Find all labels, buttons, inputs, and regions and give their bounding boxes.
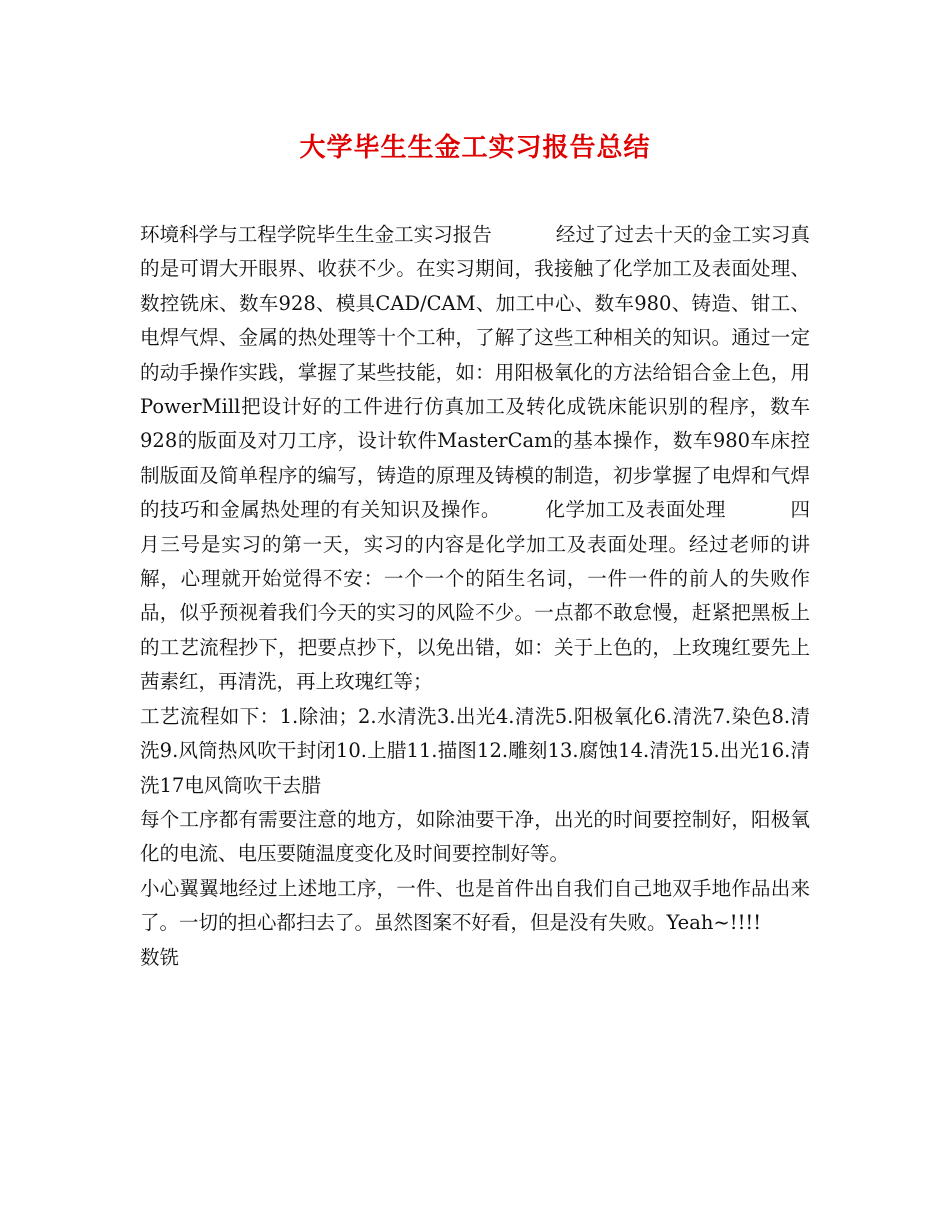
paragraph-process: 工艺流程如下：1.除油；2.水清洗3.出光4.清洗5.阳极氧化6.清洗7.染色8.清洗9.风筒热风吹干封闭10.上腊11.描图12.雕刻13.腐蚀14.清洗15.出光16.清洗17电风筒吹干去腊	[140, 704, 810, 797]
section-text-chemical: 四月三号是实习的第一天，实习的内容是化学加工及表面处理。经过老师的讲解，心理就开始觉得不安：一个一个的陌生名词，一件一件的前人的失败作品，似乎预视着我们今天的实习的风险不少。一点都不敢怠慢，赶紧把黑板上的工艺流程抄下，把要点抄下，以免出错，如：关于上色的，上玫瑰红要先上茜素红，再清洗，再上玫瑰红等；	[140, 498, 810, 694]
paragraph-notes: 每个工序都有需要注意的地方，如除油要干净，出光的时间要控制好，阳极氧化的电流、电压要随温度变化及时间要控制好等。	[140, 807, 810, 866]
intro-heading: 环境科学与工程学院毕生生金工实习报告	[140, 223, 492, 246]
paragraph-intro	[140, 218, 810, 700]
paragraph-result: 小心翼翼地经过上述地工序，一件、也是首件出自我们自己地双手地作品出来了。一切的担心都扫去了。虽然图案不好看，但是没有失败。Yeah~!!!!	[140, 876, 810, 935]
intro-text: 经过了过去十天的金工实习真的是可谓大开眼界、收获不少。在实习期间，我接触了化学加工及表面处理、数控铣床、数车928、模具CAD/CAM、加工中心、数车980、铸造、钳工、电焊气焊、金属的热处理等十个工种，了解了这些工种相关的知识。通过一定的动手操作实践，掌握了某些技能，如：用阳极氧化的方法给铝合金上色，用PowerMill把设计好的工件进行仿真加工及转化成铣床能识别的程序，数车928的版面及对刀工序，设计软件MasterCam的基本操作，数车980车床控制版面及简单程序的编写，铸造的原理及铸模的制造，初步掌握了电焊和气焊的技巧和金属热处理的有关知识及操作。	[140, 223, 810, 522]
paragraph-next-section: 数铣	[140, 945, 180, 969]
section-heading-chemical: 化学加工及表面处理	[544, 498, 726, 522]
document-title: 大学毕生生金工实习报告总结	[299, 133, 651, 163]
document-body	[140, 218, 810, 975]
